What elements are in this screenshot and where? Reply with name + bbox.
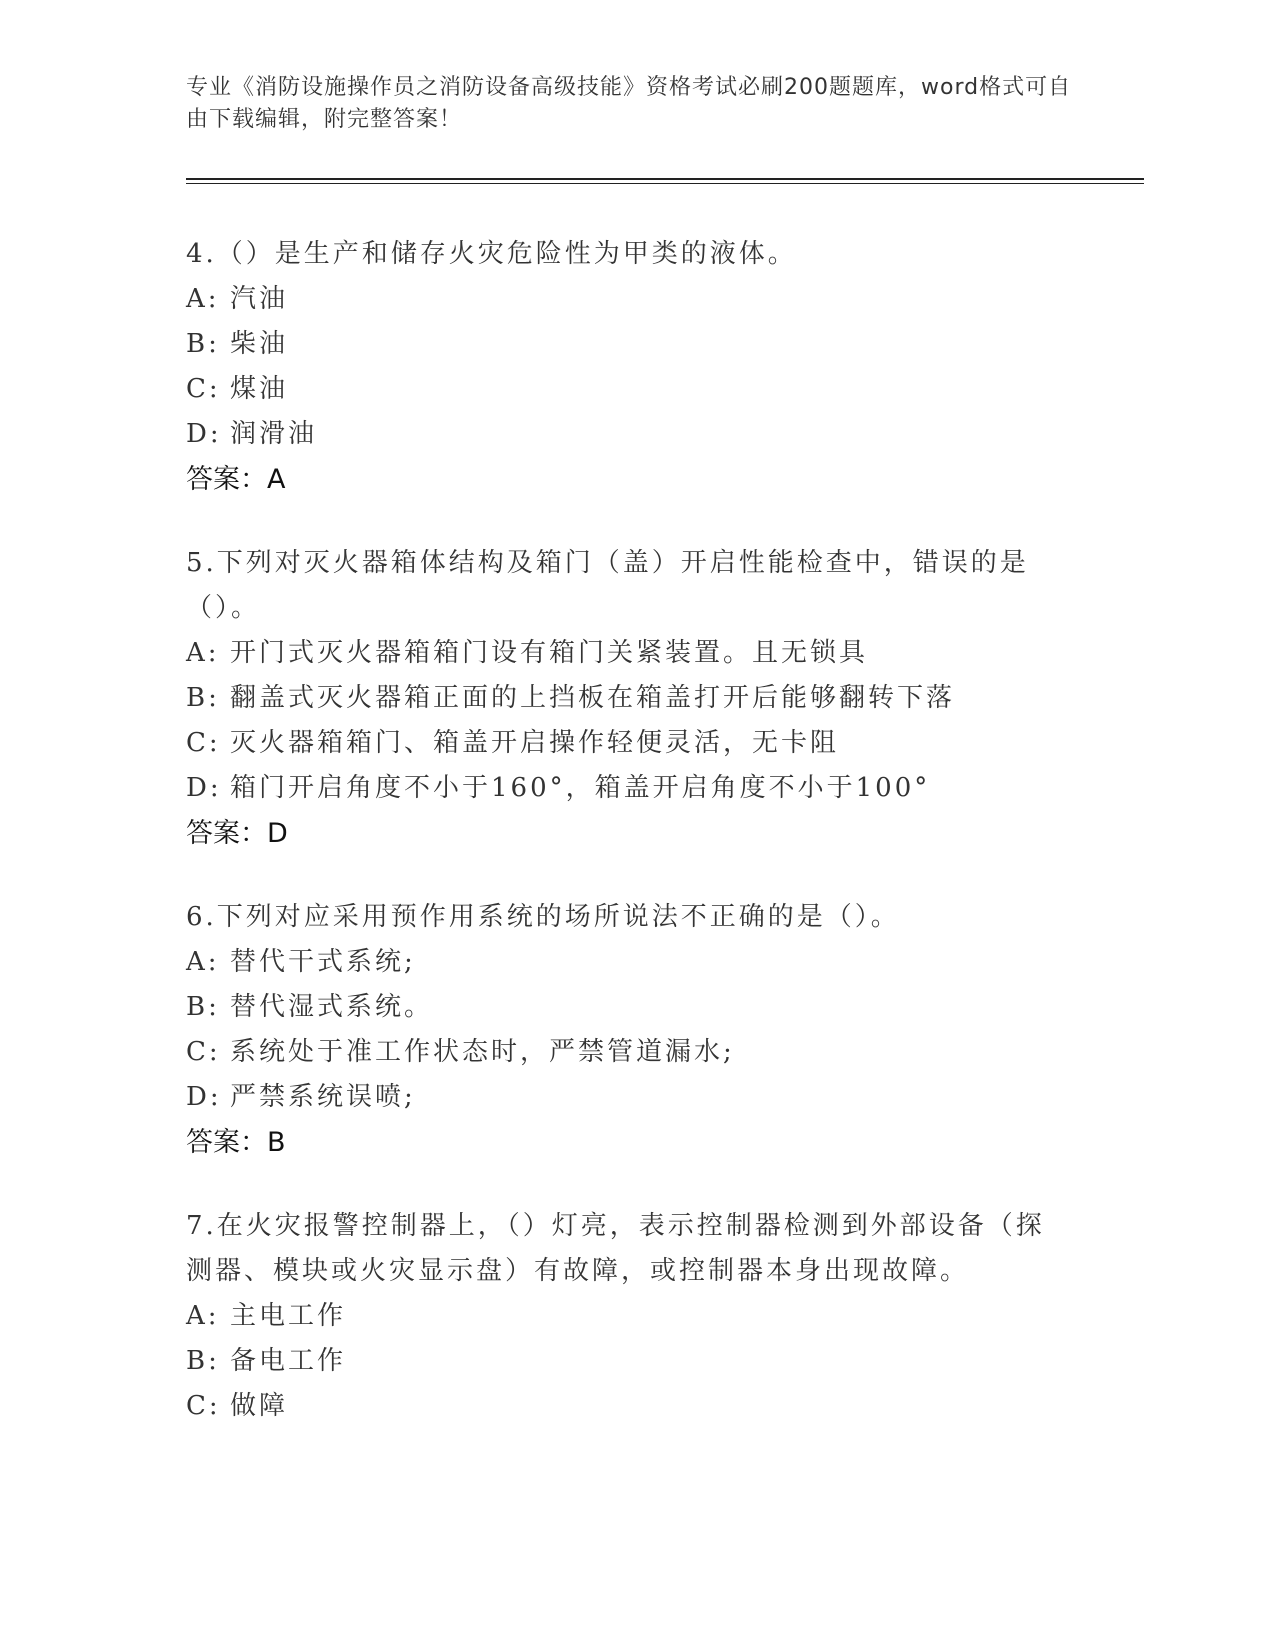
question-stem: 7.在火灾报警控制器上，（）灯亮，表示控制器检测到外部设备（探测器、模块或火灾显示盘）有故障，或控制器本身出现故障。 — [186, 1211, 1045, 1286]
option-key: D: — [186, 419, 222, 449]
question-4 — [186, 232, 1066, 503]
option-text: 润滑油 — [230, 419, 318, 449]
option-text: 系统处于准工作状态时，严禁管道漏水; — [230, 1037, 735, 1067]
option-key: C: — [186, 374, 221, 404]
header-divider-thin — [186, 183, 1144, 184]
option-key: B: — [186, 329, 220, 359]
option-d — [186, 766, 1066, 811]
option-key: A: — [186, 947, 220, 977]
option-text: 翻盖式灭火器箱正面的上挡板在箱盖打开后能够翻转下落 — [230, 683, 956, 713]
option-b — [186, 1339, 1066, 1384]
option-text: 做障 — [230, 1391, 289, 1421]
question-stem: 5.下列对灭火器箱体结构及箱门（盖）开启性能检查中，错误的是（）。 — [186, 548, 1029, 623]
option-a — [186, 940, 1066, 985]
option-text: 备电工作 — [230, 1346, 347, 1376]
answer-line: 答案：D — [186, 818, 288, 849]
option-c — [186, 721, 1066, 766]
option-c — [186, 367, 1066, 412]
option-a — [186, 631, 1066, 676]
option-text: 严禁系统误喷; — [230, 1082, 416, 1112]
option-b — [186, 322, 1066, 367]
question-6 — [186, 895, 1066, 1166]
question-7 — [186, 1204, 1066, 1429]
option-a — [186, 1294, 1066, 1339]
answer-line: 答案：B — [186, 1127, 286, 1158]
document-header: 专业《消防设施操作员之消防设备高级技能》资格考试必刷200题题库，word格式可自由下载编辑，附完整答案！ — [186, 75, 1072, 132]
question-stem: 6.下列对应采用预作用系统的场所说法不正确的是（）。 — [186, 902, 900, 932]
option-key: B: — [186, 992, 220, 1022]
option-key: A: — [186, 1301, 220, 1331]
option-d — [186, 412, 1066, 457]
option-key: B: — [186, 683, 220, 713]
option-text: 箱门开启角度不小于160°，箱盖开启角度不小于100° — [230, 773, 931, 803]
option-text: 柴油 — [230, 329, 289, 359]
option-c — [186, 1030, 1066, 1075]
option-key: A: — [186, 638, 220, 668]
option-a — [186, 277, 1066, 322]
option-b — [186, 676, 1066, 721]
option-key: D: — [186, 1082, 222, 1112]
option-key: A: — [186, 284, 220, 314]
option-b — [186, 985, 1066, 1030]
answer-line: 答案：A — [186, 464, 286, 495]
option-text: 主电工作 — [230, 1301, 347, 1331]
option-text: 煤油 — [230, 374, 289, 404]
question-list — [186, 232, 1066, 1467]
option-key: D: — [186, 773, 222, 803]
option-text: 替代干式系统; — [230, 947, 416, 977]
option-c — [186, 1384, 1066, 1429]
option-text: 替代湿式系统。 — [230, 992, 434, 1022]
option-key: C: — [186, 1037, 221, 1067]
question-stem: 4.（）是生产和储存火灾危险性为甲类的液体。 — [186, 239, 797, 269]
option-key: B: — [186, 1346, 220, 1376]
option-text: 开门式灭火器箱箱门设有箱门关紧装置。且无锁具 — [230, 638, 869, 668]
option-key: C: — [186, 1391, 221, 1421]
option-d — [186, 1075, 1066, 1120]
option-text: 灭火器箱箱门、箱盖开启操作轻便灵活，无卡阻 — [230, 728, 840, 758]
option-key: C: — [186, 728, 221, 758]
question-5 — [186, 541, 1066, 857]
header-divider — [186, 178, 1144, 180]
option-text: 汽油 — [230, 284, 289, 314]
